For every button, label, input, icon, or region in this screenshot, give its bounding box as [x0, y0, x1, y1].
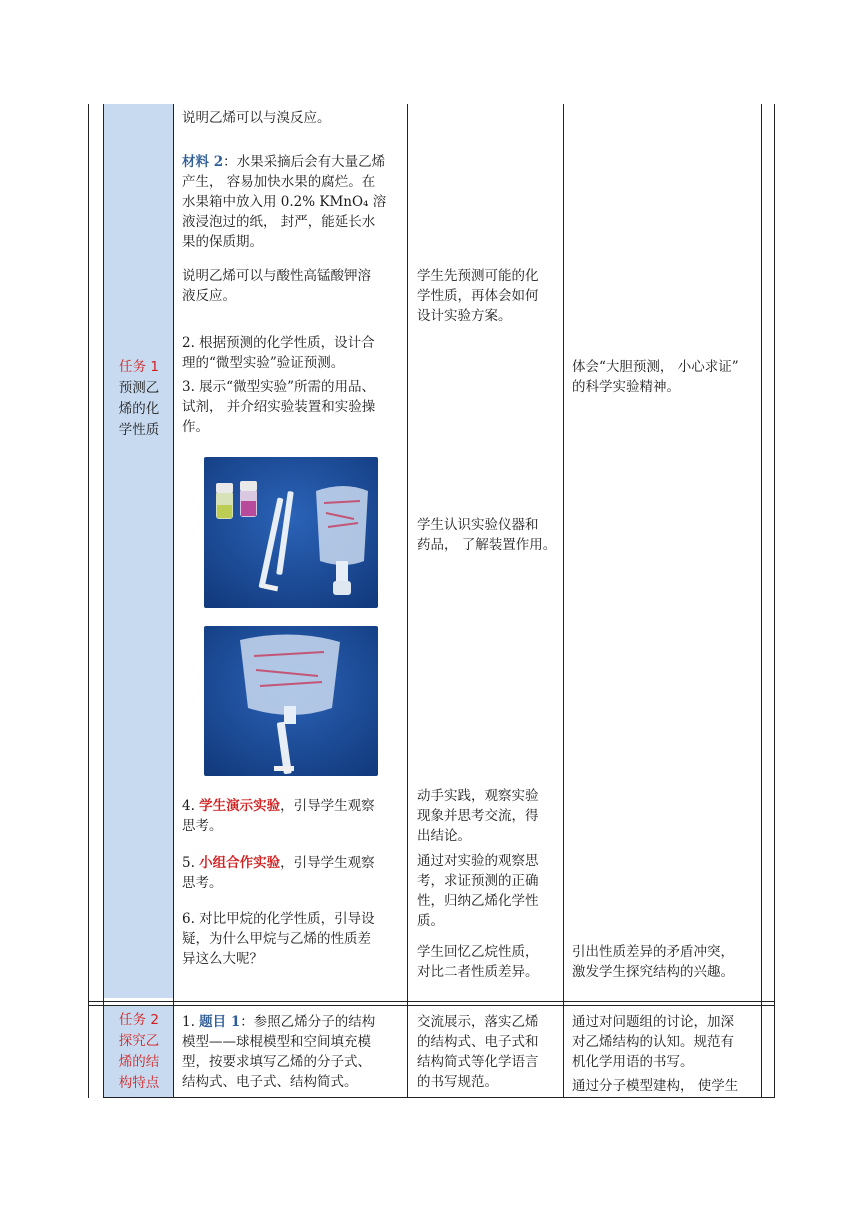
student-verify: 通过对实验的观察思 考，求证预测的正确 性，归纳乙烯化学性 质。 [417, 853, 539, 929]
column-divider-4 [761, 104, 762, 1098]
task2-label: 任务 2 探究乙 烯的结 构特点 [118, 1012, 160, 1091]
student-recall: 学生回忆乙烷性质， 对比二者性质差异。 [417, 944, 539, 980]
step-3: 3. 展示“微型实验”所需的用品、 试剂， 并介绍实验装置和实验操 作。 [182, 379, 376, 435]
table-border-left [88, 104, 89, 1098]
column-divider-2 [407, 104, 408, 1098]
row-divider-2 [88, 1005, 775, 1006]
bromine-note: 说明乙烯可以与溴反应。 [182, 110, 331, 126]
experiment-apparatus-photo [204, 626, 378, 776]
step-2: 2. 根据预测的化学性质，设计合 理的“微型实验”验证预测。 [182, 335, 375, 371]
column-divider-3 [563, 104, 564, 1098]
row-divider [88, 1001, 775, 1002]
student-exchange: 交流展示，落实乙烯 的结构式、电子式和 结构简式等化学语言 的书写规范。 [417, 1014, 539, 1090]
intent-spirit: 体会“大胆预测， 小心求证” 的科学实验精神。 [572, 359, 739, 395]
table-border-right [774, 104, 775, 1098]
kmno4-note: 说明乙烯可以与酸性高锰酸钾溶 液反应。 [182, 268, 371, 304]
question-1: 1. 题目 1：参照乙烯分子的结构 模型——球棍模型和空间填充模 型，按要求填写乙烯的分子式、 结构式、电子式、结构简式。 [182, 1014, 376, 1090]
table-border-bottom [103, 1097, 775, 1098]
intent-discuss: 通过对问题组的讨论，加深 对乙烯结构的认知。规范有 机化学用语的书写。 [572, 1014, 734, 1070]
intent-model: 通过分子模型建构， 使学生 [572, 1078, 739, 1094]
task-column-shade [104, 104, 173, 998]
table-border-inner-left [103, 104, 104, 1098]
task1-label: 任务 1 预测乙 烯的化 学性质 [118, 359, 160, 438]
step-5: 5. 小组合作实验，引导学生观察 思考。 [182, 855, 375, 891]
column-divider-1 [173, 104, 174, 1098]
step-4: 4. 学生演示实验，引导学生观察 思考。 [182, 798, 375, 834]
student-hands-on: 动手实践，观察实验 现象并思考交流，得 出结论。 [417, 788, 539, 844]
material-2-label: 材料 2 [182, 154, 224, 170]
step-6: 6. 对比甲烷的化学性质，引导设 疑，为什么甲烷与乙烯的性质差 异这么大呢？ [182, 911, 375, 967]
student-recognize: 学生认识实验仪器和 药品， 了解装置作用。 [417, 517, 557, 553]
student-predict: 学生先预测可能的化 学性质，再体会如何 设计实验方案。 [417, 268, 539, 324]
intent-interest: 引出性质差异的矛盾冲突， 激发学生探究结构的兴趣。 [572, 944, 734, 980]
experiment-supplies-photo [204, 457, 378, 608]
material-2: 材料 2：水果采摘后会有大量乙烯 产生， 容易加快水果的腐烂。在 水果箱中放入用 0.2% KMnO₄ 溶 液浸泡过的纸， 封严，能延长水 果的保质期。 [182, 154, 387, 250]
